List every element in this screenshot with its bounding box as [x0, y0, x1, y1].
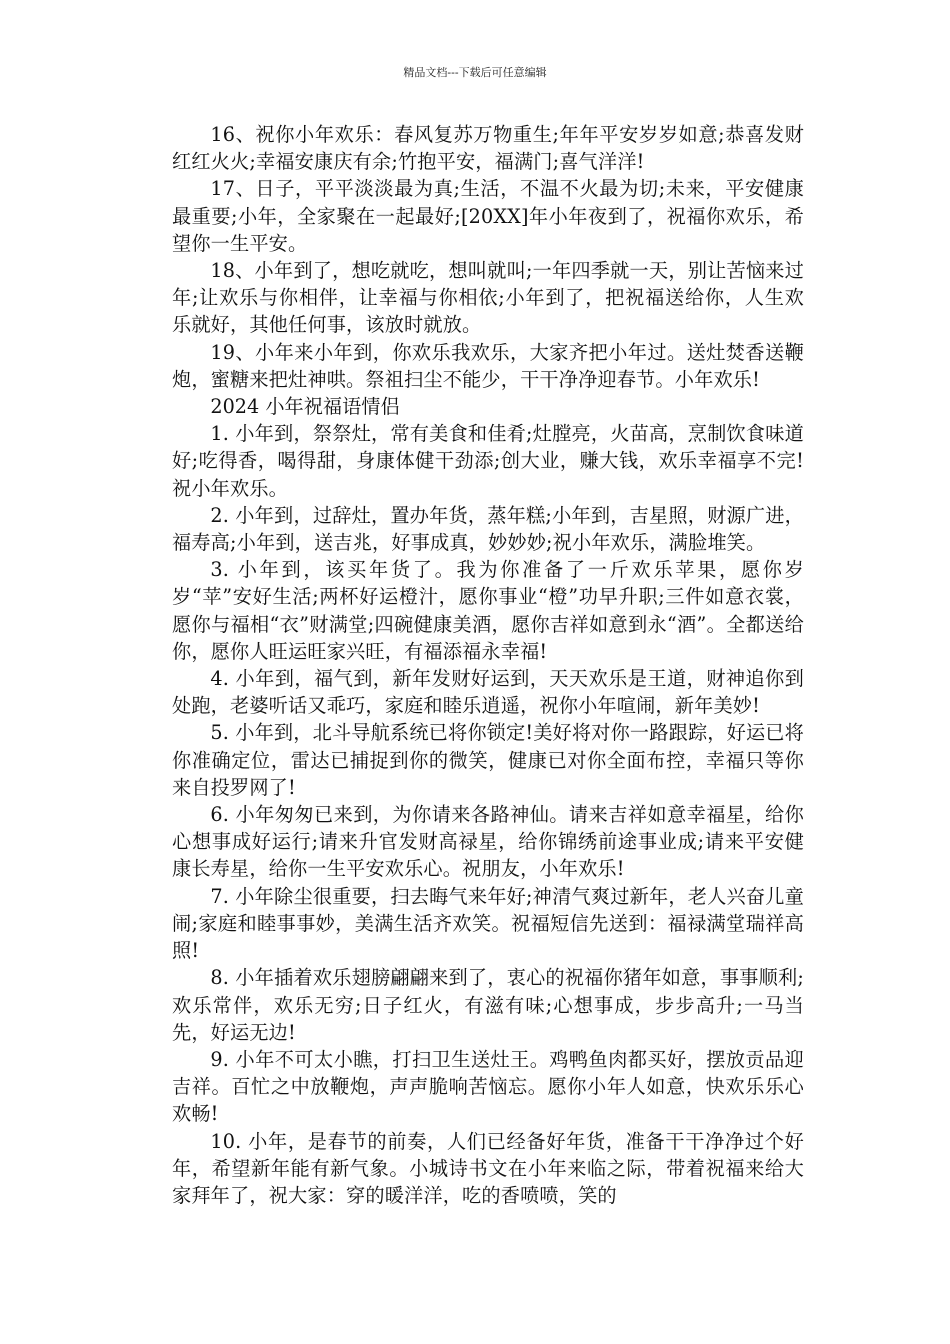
- section-title: 2024 小年祝福语情侣: [210, 395, 400, 419]
- paragraph-5: 5. 小年到，北斗导航系统已将你锁定!美好将对你一路跟踪，好运已将你准确定位，雷达已捕捉到你的微笑，健康已对你全面布控，幸福只等你来自投罗网了!: [172, 721, 804, 799]
- paragraph-16: 16、祝你小年欢乐：春风复苏万物重生;年年平安岁岁如意;恭喜发财红红火火;幸福安康庆有余;竹抱平安，福满门;喜气洋洋!: [172, 123, 804, 174]
- paragraph-10: 10. 小年，是春节的前奏，人们已经备好年货，准备干干净净过个好年，希望新年能有新气象。小城诗书文在小年来临之际，带着祝福来给大家拜年了，祝大家：穿的暖洋洋，吃的香喷喷，笑的: [172, 1129, 804, 1207]
- paragraph-9: 9. 小年不可太小瞧，打扫卫生送灶王。鸡鸭鱼肉都买好，摆放贡品迎吉祥。百忙之中放鞭炮，声声脆响苦恼忘。愿你小年人如意，快欢乐乐心欢畅!: [172, 1047, 804, 1126]
- paragraph-1: 1. 小年到，祭祭灶，常有美食和佳肴;灶膛亮，火苗高，烹制饮食味道好;吃得香，喝得甜，身康体健干劲添;创大业，赚大钱，欢乐幸福享不完!祝小年欢乐。: [172, 422, 804, 500]
- paragraph-6: 6. 小年匆匆已来到，为你请来各路神仙。请来吉祥如意幸福星，给你心想事成好运行;请来升官发财高禄星，给你锦绣前途事业成;请来平安健康长寿星，给你一生平安欢乐心。祝朋友，小年欢乐!: [172, 803, 804, 881]
- page-header: 精品文档---下载后可任意编辑: [403, 66, 547, 79]
- paragraph-19: 19、小年来小年到，你欢乐我欢乐，大家齐把小年过。送灶焚香送鞭炮，蜜糖来把灶神哄。祭祖扫尘不能少，干干净净迎春节。小年欢乐!: [172, 340, 804, 391]
- document-body: [172, 121, 804, 1209]
- paragraph-18: 18、小年到了，想吃就吃，想叫就叫;一年四季就一天，别让苦恼来过年;让欢乐与你相伴，让幸福与你相依;小年到了，把祝福送给你，人生欢乐就好，其他任何事，该放时就放。: [172, 259, 804, 337]
- paragraph-2: 2. 小年到，过辞灶，置办年货，蒸年糕;小年到，吉星照，财源广进，福寿高;小年到，送吉兆，好事成真，妙妙妙;祝小年欢乐，满脸堆笑。: [172, 503, 804, 555]
- paragraph-17: 17、日子，平平淡淡最为真;生活，不温不火最为切;未来，平安健康最重要;小年，全家聚在一起最好;[20XX]年小年夜到了，祝福你欢乐，希望你一生平安。: [172, 177, 804, 255]
- paragraph-3: 3. 小年到，该买年货了。我为你准备了一斤欢乐苹果，愿你岁岁“苹”安好生活;两杯好运橙汁，愿你事业“橙”功早升职;三件如意衣裳，愿你与福相“衣”财满堂;四碗健康美酒，愿你吉祥如意到永“酒”。全都送给你，愿你人旺运旺家兴旺，有福添福永幸福!: [172, 558, 804, 663]
- paragraph-7: 7. 小年除尘很重要，扫去晦气来年好;神清气爽过新年，老人兴奋儿童闹;家庭和睦事事妙，美满生活齐欢笑。祝福短信先送到：福禄满堂瑞祥高照!: [172, 884, 804, 963]
- paragraph-4: 4. 小年到，福气到，新年发财好运到，天天欢乐是王道，财神追你到处跑，老婆听话又乖巧，家庭和睦乐逍遥，祝你小年喧闹，新年美妙!: [172, 667, 804, 718]
- paragraph-8: 8. 小年插着欢乐翅膀翩翩来到了，衷心的祝福你猪年如意，事事顺利;欢乐常伴，欢乐无穷;日子红火，有滋有味;心想事成，步步高升;一马当先，好运无边!: [172, 966, 804, 1044]
